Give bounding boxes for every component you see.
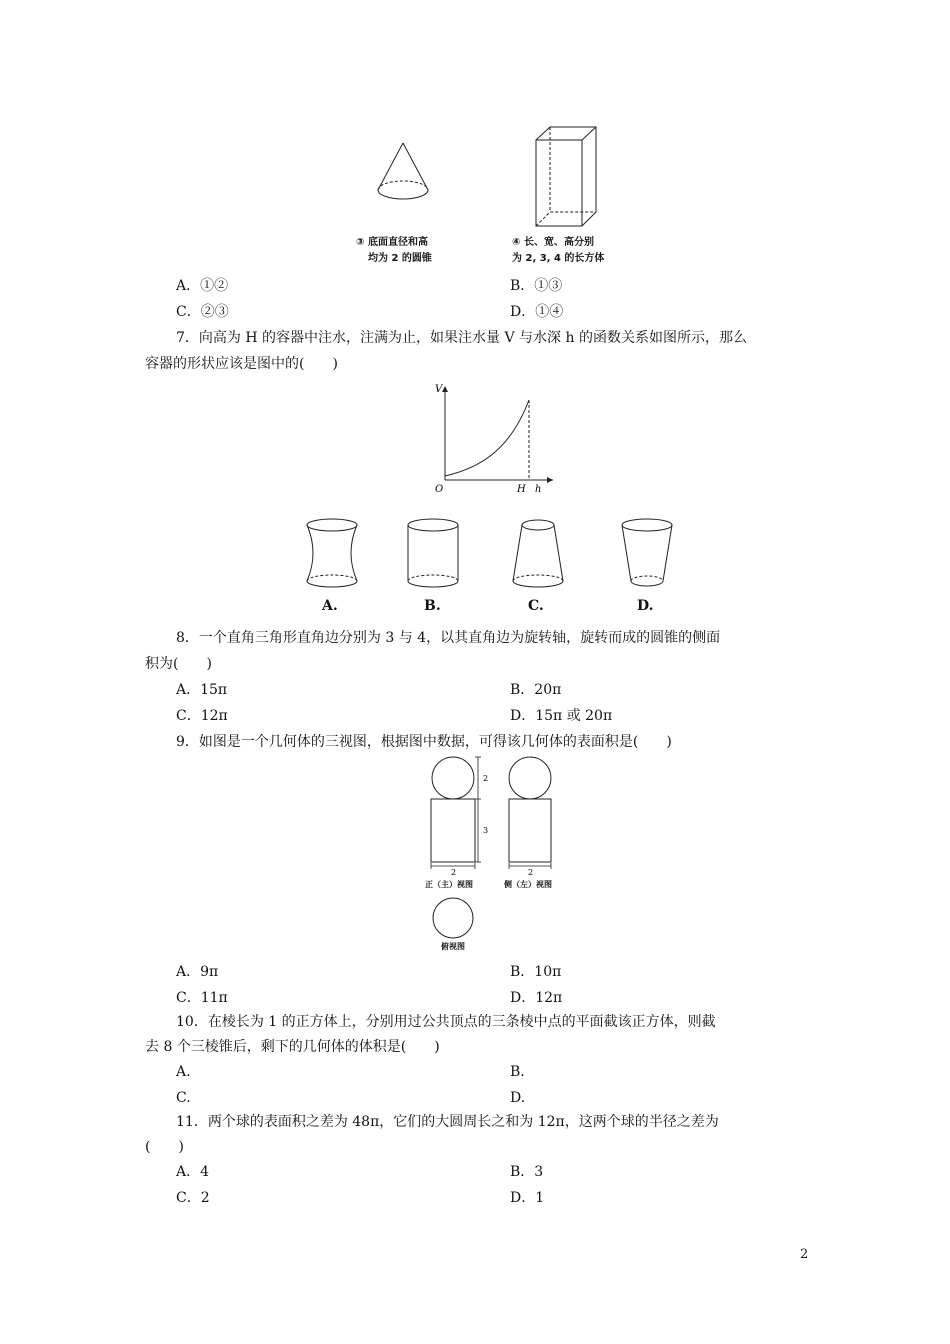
q11-option-a[interactable]: A．4 bbox=[176, 1164, 210, 1180]
q9-top-view-label: 俯视图 bbox=[441, 942, 465, 951]
q8-option-a[interactable]: A．15π bbox=[176, 682, 228, 698]
q7-shape-a[interactable] bbox=[302, 515, 362, 595]
q9-option-c[interactable]: C．11π bbox=[176, 990, 228, 1006]
q9-dim-side-width: 2 bbox=[528, 868, 534, 877]
q8-option-c[interactable]: C．12π bbox=[176, 708, 228, 724]
q7-shape-d[interactable] bbox=[617, 515, 677, 595]
q7-graph-H-label: H bbox=[517, 484, 526, 495]
q10-option-d[interactable]: D. bbox=[510, 1090, 526, 1106]
q8-stem-line1: 8．一个直角三角形直角边分别为 3 与 4，以其直角边为旋转轴，旋转而成的圆锥的侧面 bbox=[176, 630, 721, 646]
q9-option-a[interactable]: A．9π bbox=[176, 964, 219, 980]
q7-graph-o-label: O bbox=[435, 484, 444, 495]
q6-cuboid-figure bbox=[528, 124, 606, 230]
q9-dim-side: 3 bbox=[483, 826, 489, 835]
q9-three-view-figure bbox=[420, 755, 570, 955]
q9-option-d[interactable]: D．12π bbox=[510, 990, 563, 1006]
q6-caption-3-line2: 均为 2 的圆锥 bbox=[368, 253, 432, 264]
q9-option-b[interactable]: B．10π bbox=[510, 964, 562, 980]
q6-option-a[interactable]: A．①② bbox=[176, 278, 229, 294]
q7-stem-line2: 容器的形状应该是图中的( ) bbox=[145, 356, 338, 372]
q10-option-c[interactable]: C. bbox=[176, 1090, 191, 1106]
q6-caption-3-line1: ③ 底面直径和高 bbox=[356, 237, 428, 248]
q7-shape-b-label: B. bbox=[424, 598, 441, 614]
q9-stem-line1: 9．如图是一个几何体的三视图，根据图中数据，可得该几何体的表面积是( ) bbox=[176, 734, 672, 750]
q11-stem-line2: ( ) bbox=[145, 1139, 184, 1155]
q9-front-view-label: 正（主）视图 bbox=[425, 880, 473, 889]
q9-dim-front-width: 2 bbox=[451, 868, 457, 877]
q7-shape-c[interactable] bbox=[508, 515, 568, 595]
q7-shape-d-label: D. bbox=[637, 598, 654, 614]
q6-caption-4-line2: 为 2, 3, 4 的长方体 bbox=[512, 253, 605, 264]
q7-graph-v-label: V bbox=[435, 384, 443, 395]
q10-stem-line2: 去 8 个三棱锥后，剩下的几何体的体积是( ) bbox=[145, 1039, 440, 1055]
q7-shape-c-label: C. bbox=[528, 598, 544, 614]
q7-function-graph bbox=[425, 380, 555, 498]
q8-stem-line2: 积为( ) bbox=[145, 656, 212, 672]
q10-stem-line1: 10．在棱长为 1 的正方体上，分别用过公共顶点的三条棱中点的平面截该正方体，则截 bbox=[176, 1014, 716, 1030]
q7-shape-b[interactable] bbox=[403, 515, 463, 595]
q7-graph-h-label: h bbox=[535, 484, 542, 495]
q6-option-b[interactable]: B．①③ bbox=[510, 278, 563, 294]
q8-option-b[interactable]: B．20π bbox=[510, 682, 562, 698]
q11-stem-line1: 11．两个球的表面积之差为 48π，它们的大圆周长之和为 12π，这两个球的半径之差为 bbox=[176, 1114, 719, 1130]
q11-option-d[interactable]: D．1 bbox=[510, 1190, 545, 1206]
q8-option-d[interactable]: D．15π 或 20π bbox=[510, 708, 613, 724]
q10-option-b[interactable]: B. bbox=[510, 1064, 525, 1080]
q6-caption-4-line1: ④ 长、宽、高分别 bbox=[512, 237, 594, 248]
q11-option-b[interactable]: B．3 bbox=[510, 1164, 544, 1180]
q6-option-d[interactable]: D．①④ bbox=[510, 304, 564, 320]
q7-shape-a-label: A. bbox=[322, 598, 338, 614]
q6-option-c[interactable]: C．②③ bbox=[176, 304, 229, 320]
q6-cone-figure bbox=[370, 138, 440, 208]
q9-side-view-label: 侧（左）视图 bbox=[504, 880, 552, 889]
q7-stem-line1: 7．向高为 H 的容器中注水，注满为止，如果注水量 V 与水深 h 的函数关系如图所示，那么 bbox=[176, 330, 747, 346]
q11-option-c[interactable]: C．2 bbox=[176, 1190, 210, 1206]
page-number: 2 bbox=[800, 1247, 809, 1262]
q9-dim-top: 2 bbox=[483, 774, 489, 783]
q10-option-a[interactable]: A. bbox=[176, 1064, 191, 1080]
